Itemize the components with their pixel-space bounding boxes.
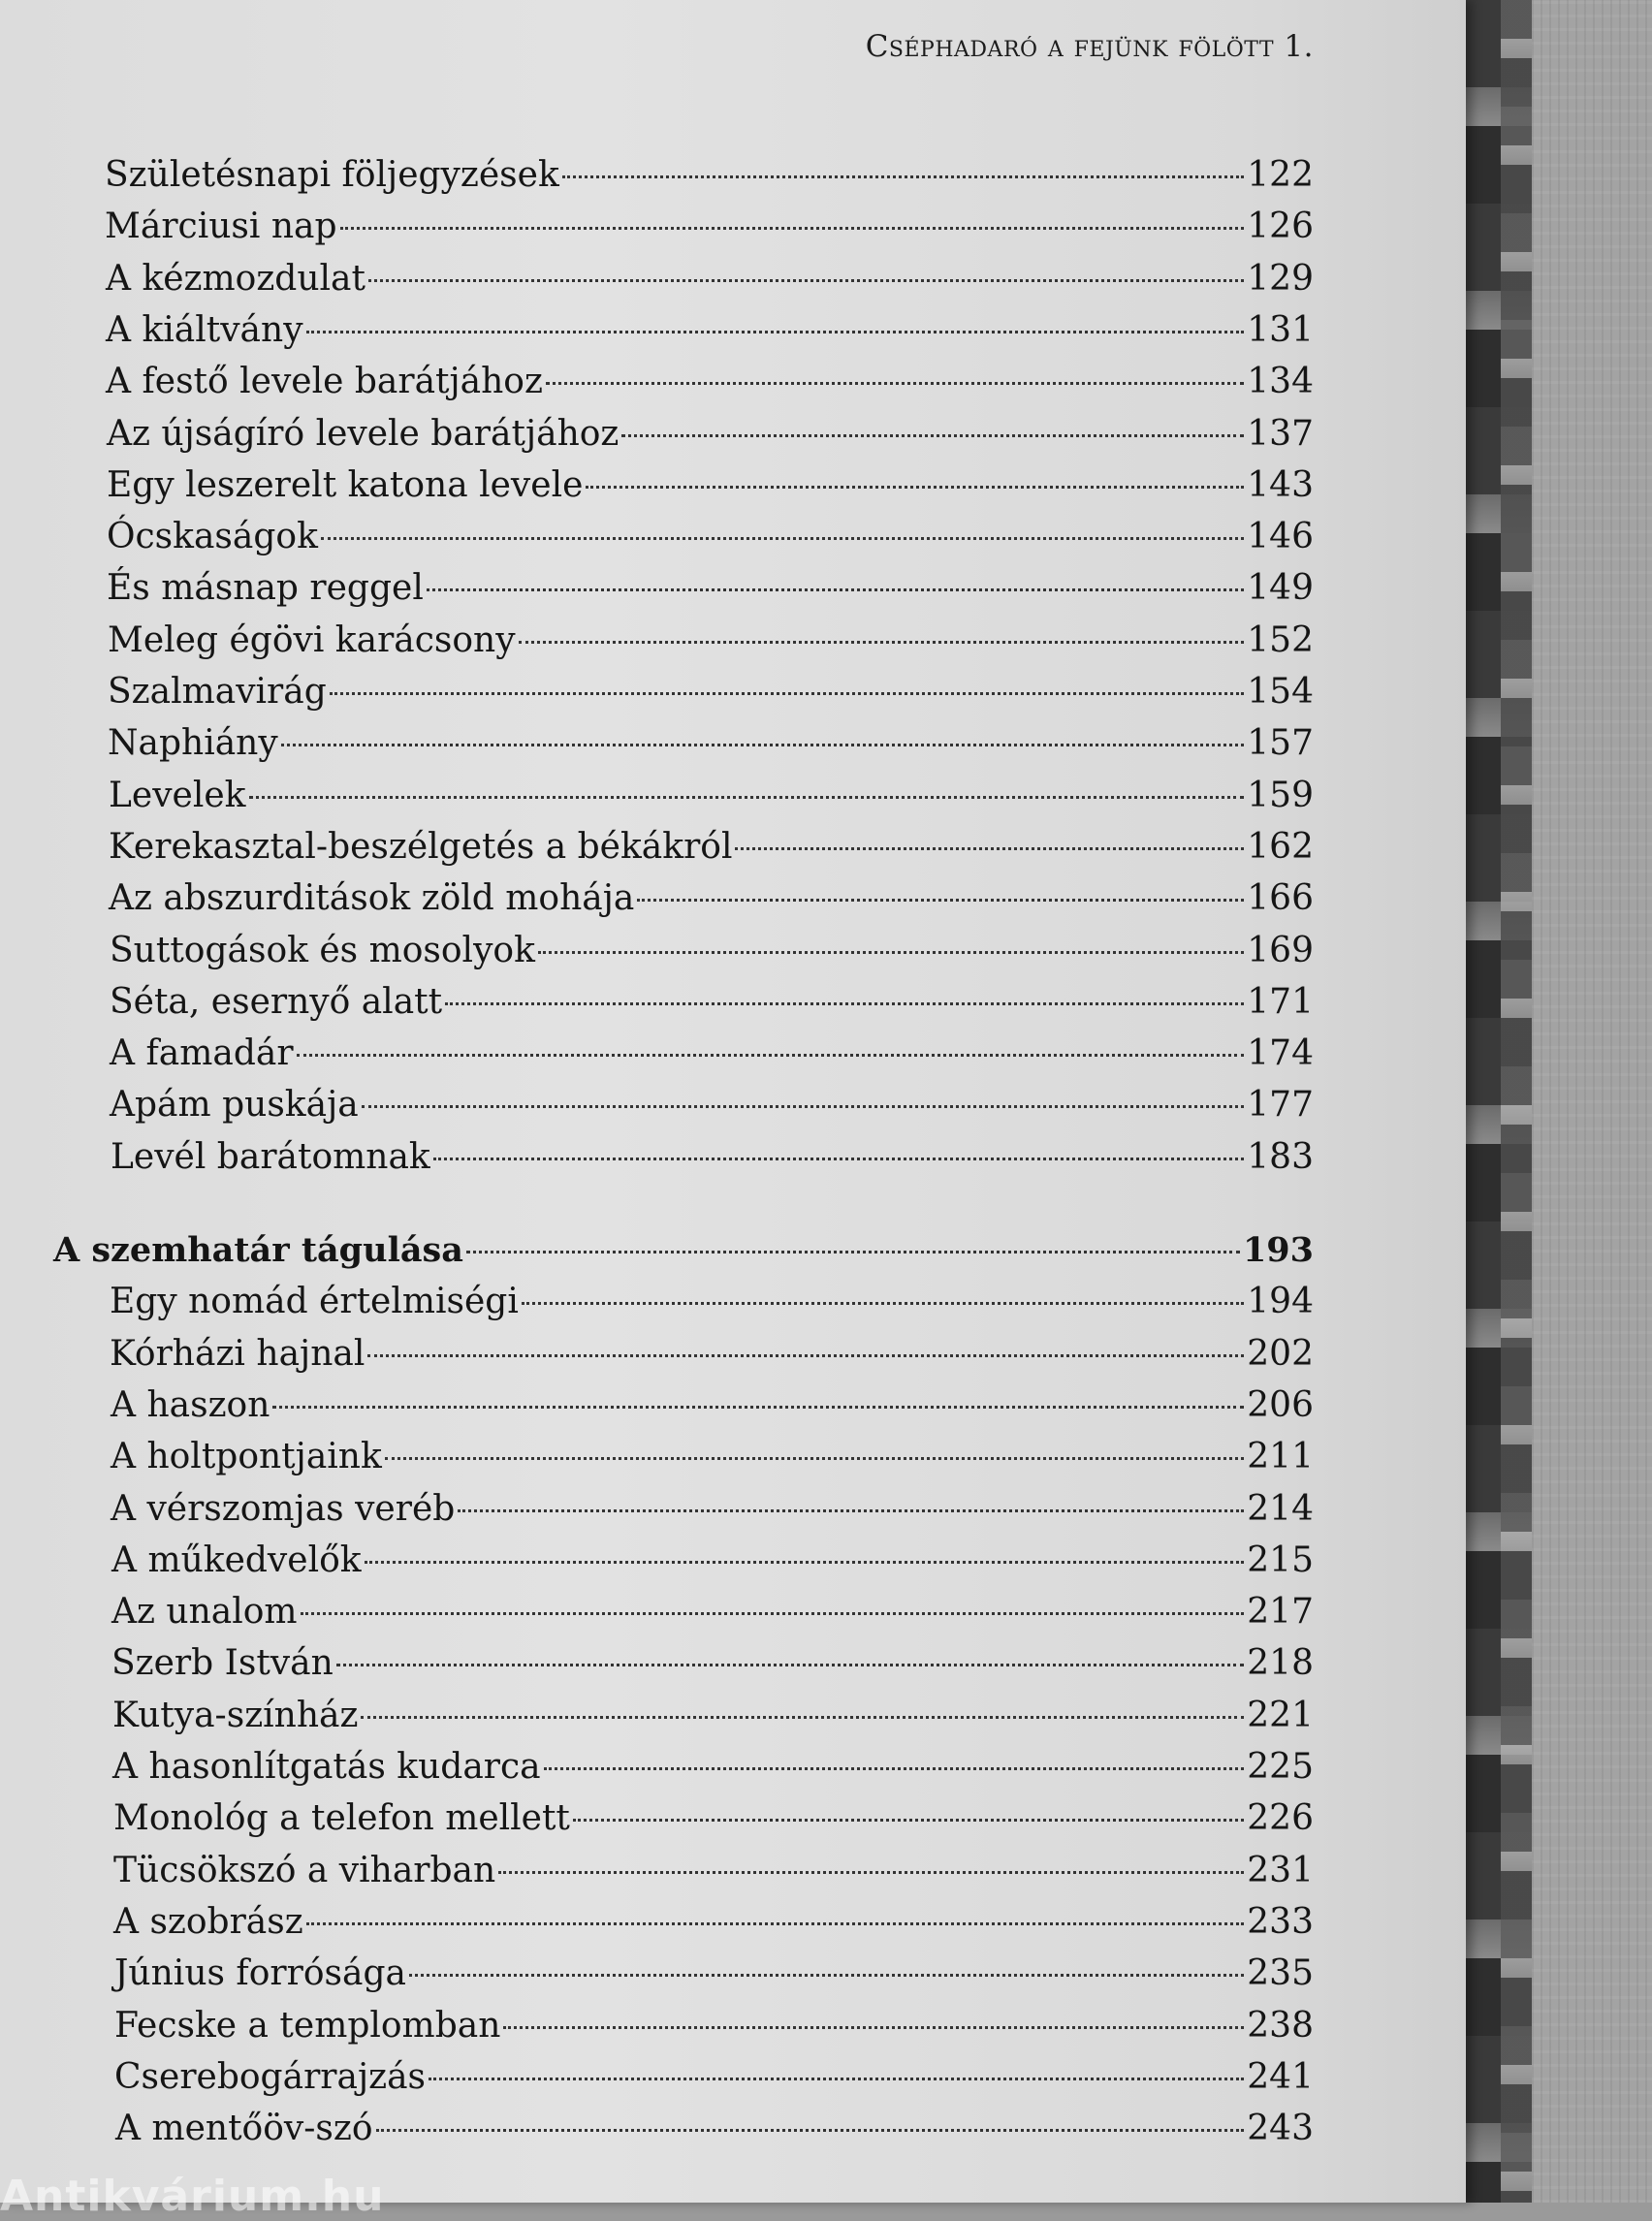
toc-entry (110, 1277, 1314, 1327)
background-surface (1532, 0, 1652, 2203)
toc-entry-title: A holtpontjaink (111, 1437, 382, 1476)
toc-entry (111, 1484, 1314, 1535)
toc-entry (106, 254, 1314, 304)
dot-leader (445, 1002, 1244, 1005)
dot-leader (637, 899, 1244, 902)
toc-entry (110, 926, 1314, 976)
toc-page-number: 194 (1247, 1282, 1314, 1321)
dot-leader (306, 1922, 1245, 1925)
toc-entry-title: Naphiány (108, 723, 278, 764)
toc-entry-title: Szalmavirág (108, 672, 327, 712)
toc-entry-title: Az újságíró levele barátjához (107, 413, 620, 454)
toc-entry (112, 1742, 1314, 1793)
dot-leader (336, 1664, 1245, 1666)
toc-page-number: 159 (1247, 775, 1314, 815)
toc-section-heading (53, 1225, 1314, 1276)
toc-entry (109, 822, 1314, 873)
toc-page-number: 211 (1247, 1437, 1314, 1476)
toc-entry (106, 357, 1314, 407)
toc-entry-title: Márciusi nap (105, 206, 337, 247)
toc-page-number: 174 (1247, 1033, 1314, 1074)
toc-page-number: 149 (1247, 568, 1314, 609)
dot-leader (538, 951, 1244, 954)
dot-leader (498, 1871, 1244, 1874)
toc-page-number: 241 (1247, 2057, 1314, 2097)
toc-entry-title: És másnap reggel (107, 568, 424, 609)
toc-entry-title: Kutya-színház (112, 1696, 359, 1735)
dot-leader (466, 1251, 1240, 1253)
dot-leader (362, 1105, 1245, 1108)
dot-leader (272, 1406, 1244, 1409)
toc-page-number: 166 (1247, 878, 1314, 919)
toc-entry (113, 1897, 1314, 1948)
toc-entry (110, 1329, 1314, 1380)
toc-entry (107, 409, 1314, 460)
toc-page-number: 177 (1247, 1085, 1314, 1126)
watermark: Antikvárium.hu (0, 2172, 385, 2221)
toc-entry (105, 150, 1314, 201)
dot-leader (522, 1302, 1244, 1305)
toc-entry-title: A mentőöv-szó (115, 2109, 373, 2148)
toc-entry-title: Egy leszerelt katona levele (107, 464, 584, 505)
toc-entry (105, 202, 1314, 252)
toc-page-number: 202 (1247, 1334, 1314, 1374)
toc-entry-title: Fecske a templomban (114, 2006, 501, 2046)
toc-entry-title: A hasonlítgatás kudarca (112, 1747, 541, 1787)
toc-entry-title: Június forrósága (114, 1953, 406, 1993)
toc-page-number: 243 (1247, 2109, 1314, 2148)
dot-leader (544, 1767, 1245, 1770)
toc-entry (108, 718, 1314, 769)
dot-leader (376, 2129, 1245, 2132)
toc-page-number: 226 (1247, 1798, 1314, 1838)
toc-page-number: 169 (1247, 930, 1314, 970)
toc-entry-title: Ócskaságok (107, 517, 318, 557)
toc-entry (109, 771, 1314, 821)
toc-entry-title: Suttogások és mosolyok (110, 930, 535, 970)
toc-entry (114, 1949, 1314, 1999)
toc-page-number: 225 (1247, 1747, 1314, 1787)
dot-leader (367, 1354, 1244, 1357)
toc-page-number: 152 (1247, 619, 1314, 660)
toc-page-number: 131 (1247, 309, 1314, 350)
dot-leader (301, 1612, 1245, 1615)
toc-entry (108, 616, 1314, 666)
toc-entry-title: A haszon (111, 1385, 270, 1425)
dot-leader (281, 744, 1245, 746)
toc-page-number: 238 (1247, 2006, 1314, 2046)
toc-page-number: 214 (1247, 1489, 1314, 1529)
toc-entry-title: Tücsökszó a viharban (113, 1851, 496, 1890)
toc-page-number: 143 (1247, 464, 1314, 505)
toc-entry-title: A famadár (110, 1033, 294, 1074)
toc-page-number: 193 (1242, 1230, 1314, 1270)
toc-page-number: 137 (1247, 413, 1314, 454)
dot-leader (573, 1819, 1244, 1822)
toc-page-number: 122 (1247, 155, 1314, 195)
dot-leader (409, 1974, 1244, 1977)
toc-entry-title: A kézmozdulat (106, 258, 365, 299)
toc-entry (107, 563, 1314, 614)
toc-entry-title: Egy nomád értelmiségi (110, 1282, 519, 1321)
toc-entry (108, 667, 1314, 717)
dot-leader (297, 1054, 1245, 1057)
toc-entry (110, 977, 1314, 1028)
toc-entry-title: A vérszomjas veréb (111, 1489, 456, 1529)
toc-page-number: 206 (1247, 1385, 1314, 1425)
dot-leader (519, 641, 1245, 644)
toc-entry (107, 512, 1314, 562)
toc-entry (111, 1638, 1314, 1689)
toc-page-number: 157 (1247, 723, 1314, 764)
toc-page-number: 146 (1247, 517, 1314, 557)
toc-entry-title: A festő levele barátjához (106, 362, 543, 402)
dot-leader (306, 331, 1245, 333)
toc-page-number: 215 (1247, 1540, 1314, 1580)
toc-entry (112, 1691, 1314, 1741)
toc-entry (111, 1380, 1314, 1431)
toc-page-number: 221 (1247, 1696, 1314, 1735)
dot-leader (621, 434, 1244, 437)
toc-entry-title: Szerb István (111, 1643, 334, 1683)
toc-entry-title: Apám puskája (110, 1085, 359, 1126)
toc-entry-title: A szobrász (113, 1902, 303, 1942)
toc-page-number: 218 (1247, 1643, 1314, 1683)
toc-entry-title: A kiáltvány (106, 309, 303, 350)
toc-entry-title: Séta, esernyő alatt (110, 981, 443, 1022)
toc-entry-title: Meleg égövi karácsony (108, 619, 516, 660)
toc-page-number: 235 (1247, 1953, 1314, 1993)
toc-entry-title: A szemhatár tágulása (53, 1230, 463, 1270)
toc-page-number: 217 (1247, 1592, 1314, 1632)
dot-leader (562, 175, 1245, 178)
toc-entry-title: Az abszurditások zöld mohája (109, 878, 635, 919)
toc-entry (106, 305, 1314, 356)
toc-entry (111, 1536, 1314, 1586)
toc-entry (111, 1132, 1314, 1183)
toc-page-number: 162 (1247, 826, 1314, 867)
toc-entry (114, 2001, 1314, 2051)
dot-leader (368, 279, 1244, 282)
toc-entry-title: Cserebogárrajzás (114, 2057, 427, 2097)
toc-page-number: 126 (1247, 206, 1314, 247)
dot-leader (427, 588, 1244, 591)
toc-entry (110, 1029, 1314, 1079)
toc-page-number: 134 (1247, 362, 1314, 402)
dot-leader (365, 1561, 1245, 1564)
toc-entry (109, 873, 1314, 924)
toc-entry-title: Levél barátomnak (111, 1136, 430, 1177)
book-edge-pattern (1464, 0, 1532, 2203)
toc-entry (111, 1587, 1314, 1637)
toc-entry (113, 1793, 1314, 1844)
dot-leader (385, 1457, 1244, 1460)
toc-entry (114, 2052, 1314, 2103)
dot-leader (321, 537, 1244, 540)
toc-entry-title: Monológ a telefon mellett (113, 1798, 570, 1838)
dot-leader (586, 486, 1244, 489)
toc-entry (110, 1080, 1314, 1130)
toc-entry-title: Kórházi hajnal (110, 1334, 365, 1374)
toc-entry-title: Kerekasztal-beszélgetés a békákról (109, 826, 733, 867)
toc-entry-title: Levelek (109, 775, 246, 815)
toc-page-number: 231 (1247, 1851, 1314, 1890)
toc-entry (107, 460, 1314, 511)
toc-page-number: 183 (1247, 1136, 1314, 1177)
dot-leader (249, 796, 1245, 799)
dot-leader (735, 847, 1244, 850)
toc-page-number: 129 (1247, 258, 1314, 299)
toc-page-number: 171 (1247, 981, 1314, 1022)
toc-entry-title: Az unalom (111, 1592, 298, 1632)
toc-entry-title: Születésnapi följegyzések (105, 155, 559, 195)
dot-leader (503, 2026, 1244, 2029)
toc-entry-title: A műkedvelők (111, 1540, 362, 1580)
dot-leader (330, 692, 1245, 695)
toc-entry (113, 1846, 1314, 1896)
dot-leader (429, 2078, 1244, 2080)
dot-leader (361, 1716, 1244, 1719)
toc-page-number: 154 (1247, 672, 1314, 712)
toc-entry (115, 2104, 1314, 2154)
dot-leader (340, 227, 1245, 230)
toc-entry (111, 1432, 1314, 1482)
running-header: Cséphadaró a fejünk fölött 1. (865, 29, 1314, 64)
dot-leader (546, 382, 1244, 385)
dot-leader (458, 1509, 1244, 1512)
toc-page-number: 233 (1247, 1902, 1314, 1942)
dot-leader (433, 1158, 1245, 1160)
